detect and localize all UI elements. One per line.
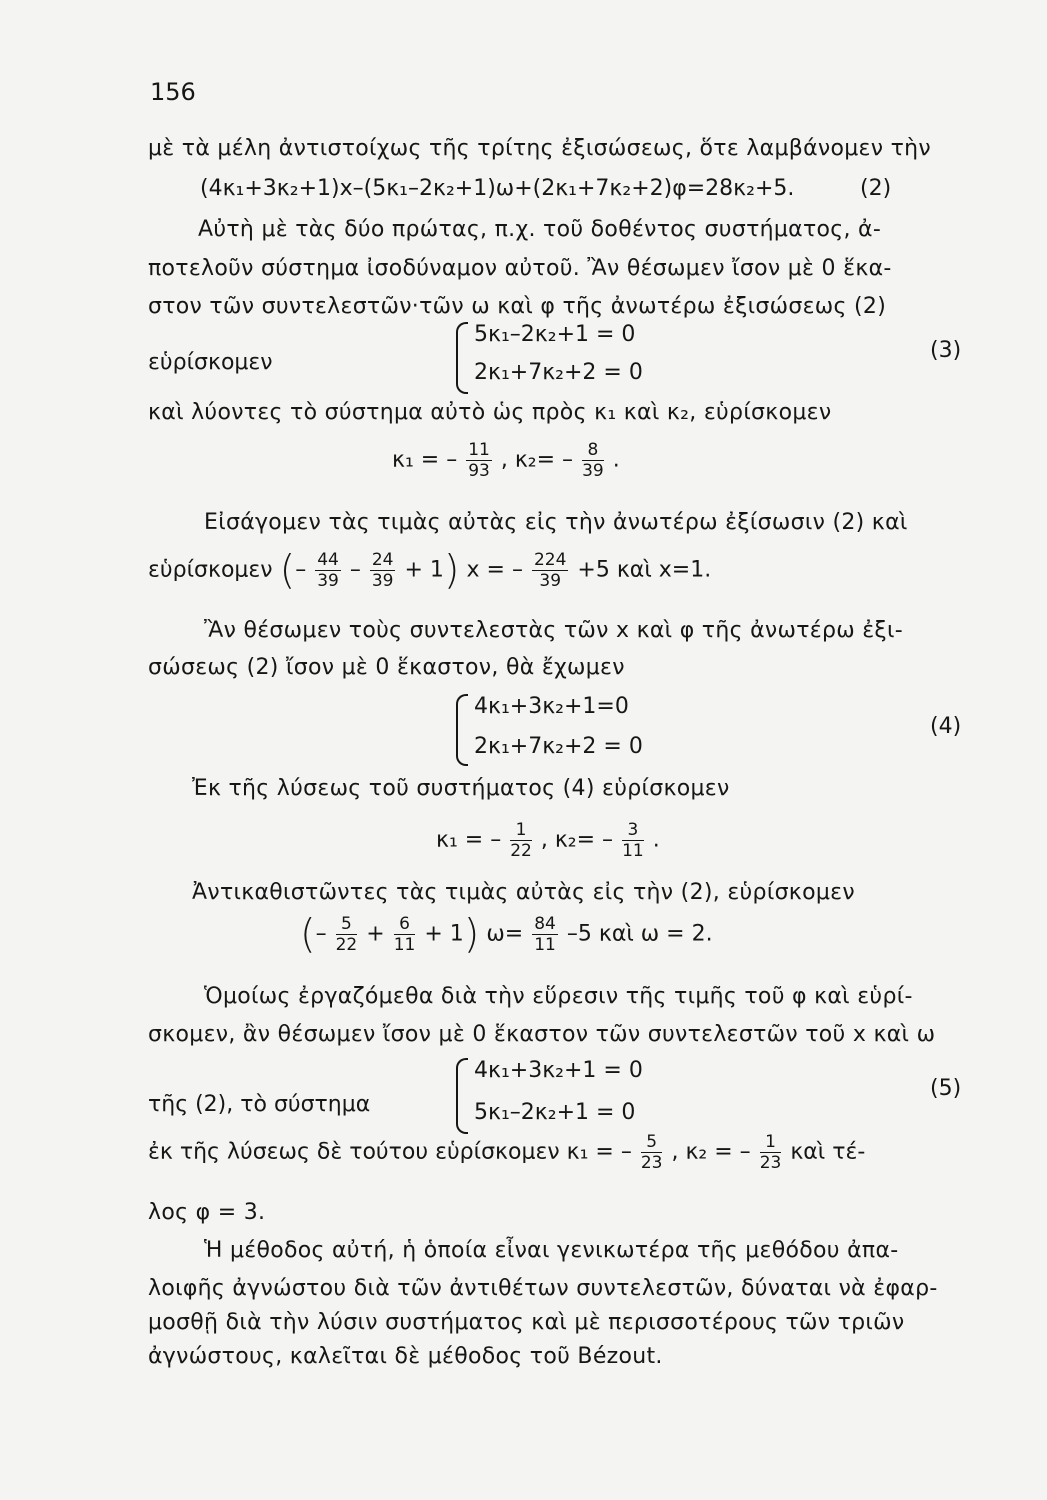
- solution-1-k2: , κ₂= –: [500, 447, 574, 473]
- equation-11-label: εὑρίσκομεν: [148, 557, 273, 583]
- fraction-denominator: 39: [317, 571, 339, 591]
- fraction-numerator: 24: [371, 550, 394, 570]
- text-line-29: ἀγνώστους, καλεῖται δὲ μέθοδος τοῦ Bézout.: [148, 1344, 663, 1369]
- fraction-numerator: 3: [622, 820, 644, 841]
- fraction-denominator: 22: [510, 841, 532, 861]
- fraction-denominator: 11: [622, 841, 644, 861]
- system-3-label: εὑρίσκομεν: [148, 350, 273, 375]
- text-line-1: μὲ τὰ μέλη ἀντιστοίχως τῆς τρίτης ἐξισώσεως, ὅτε λαμβάνομεν τὴν: [148, 136, 931, 161]
- equation-11-fraction-b: [370, 550, 396, 591]
- solution-2-k2: , κ₂= –: [540, 827, 614, 853]
- equation-11-end: +5 καὶ x=1.: [577, 557, 712, 583]
- text-line-18: Ἀντικαθιστῶντες τὰς τιμὰς αὐτὰς εἰς τὴν (2), εὑρίσκομεν: [192, 880, 855, 905]
- system-4-eq1: 4κ₁+3κ₂+1=0: [474, 694, 629, 719]
- text-line-26: Ἡ μέθοδος αὐτή, ἡ ὁποία εἶναι γενικωτέρα τῆς μεθόδου ἀπα-: [204, 1238, 899, 1263]
- text-line-27: λοιφῆς ἀγνώστου διὰ τῶν ἀντιθέτων συντελεστῶν, δύναται νὰ ἐφαρ-: [148, 1276, 938, 1301]
- fraction-denominator: 39: [582, 461, 604, 481]
- text-line-20: Ὁμοίως ἐργαζόμεθα διὰ τὴν εὕρεσιν τῆς τιμῆς τοῦ φ καὶ εὑρί-: [204, 984, 913, 1009]
- fraction-numerator: 224: [533, 550, 567, 570]
- equation-number-2: (2): [860, 176, 892, 201]
- solution-2: [436, 820, 660, 861]
- solution-2-k1: κ₁ = –: [436, 827, 502, 853]
- text-line-12: Ἂν θέσωμεν τοὺς συντελεστὰς τῶν x καὶ φ τῆς ἀνωτέρω ἐξι-: [204, 618, 903, 643]
- equation-line-19: (– $\frac{5}{22}$ + $\frac{6}{11}$ + 1) ω= $\frac{84}{11}$ –5 καὶ ω = 2.: [300, 911, 713, 958]
- fraction-denominator: 23: [759, 1153, 782, 1173]
- equation-11-fraction-a: [315, 550, 341, 591]
- text-line-24-c: καὶ τέ-: [790, 1139, 866, 1165]
- system-3-eq2: 2κ₁+7κ₂+2 = 0: [474, 360, 643, 385]
- system-5-eq2: 5κ₁–2κ₂+1 = 0: [474, 1100, 636, 1125]
- equation-2: (4κ₁+3κ₂+1)x–(5κ₁–2κ₂+1)ω+(2κ₁+7κ₂+2)φ=28κ₂+5.: [200, 176, 795, 201]
- text-line-5: στον τῶν συντελεστῶν·τῶν ω καὶ φ τῆς ἀνωτέρω ἐξισώσεως (2): [148, 294, 887, 319]
- paren-open: (: [300, 911, 316, 958]
- paren-close: ): [443, 547, 460, 594]
- fraction-numerator: 8: [582, 440, 604, 461]
- fraction-numerator: 1: [510, 820, 532, 841]
- system-3-eq1: 5κ₁–2κ₂+1 = 0: [474, 322, 636, 347]
- equation-19-end: –5 καὶ ω = 2.: [566, 921, 713, 947]
- fraction-denominator: 11: [534, 935, 556, 955]
- solution-1-end: .: [612, 447, 620, 473]
- fraction-numerator: 11: [468, 440, 490, 460]
- fraction-numerator: 1: [760, 1132, 782, 1153]
- paren-open: (: [279, 547, 296, 594]
- text-line-24-k2-fraction: [760, 1132, 782, 1173]
- system-3-brace: [456, 322, 468, 394]
- solution-2-k2-fraction: [622, 820, 644, 861]
- fraction-numerator: 44: [317, 550, 339, 570]
- paren-close: ): [463, 911, 480, 958]
- fraction-numerator: 5: [641, 1132, 663, 1153]
- solution-1: [392, 440, 620, 481]
- equation-19-mid: + 1: [424, 921, 464, 947]
- system-5-brace: [456, 1058, 468, 1134]
- fraction-denominator: 39: [371, 571, 394, 591]
- equation-19-fraction-b: [394, 914, 416, 955]
- system-5-label: τῆς (2), τὸ σύστημα: [148, 1092, 371, 1117]
- text-line-13: σώσεως (2) ἴσον μὲ 0 ἕκαστον, θὰ ἔχωμεν: [148, 655, 625, 680]
- solution-1-k1-fraction: [466, 440, 492, 481]
- text-line-4: ποτελοῦν σύστημα ἰσοδύναμον αὐτοῦ. Ἂν θέσωμεν ἴσον μὲ 0 ἕκα-: [148, 256, 892, 281]
- page-number: 156: [150, 78, 196, 106]
- text-line-10: Εἰσάγομεν τὰς τιμὰς αὐτὰς εἰς τὴν ἀνωτέρω ἐξίσωσιν (2) καὶ: [204, 510, 908, 535]
- equation-number-4: (4): [930, 714, 962, 739]
- fraction-numerator: 5: [336, 914, 358, 935]
- equation-11-fraction-c: [532, 550, 568, 591]
- solution-1-k2-fraction: [582, 440, 604, 481]
- text-line-8: καὶ λύοντες τὸ σύστημα αὐτὸ ὡς πρὸς κ₁ καὶ κ₂, εὑρίσκομεν: [148, 400, 832, 425]
- solution-2-end: .: [652, 827, 660, 853]
- text-line-3: Αὐτὴ μὲ τὰς δύο πρώτας, π.χ. τοῦ δοθέντος συστήματος, ἀ-: [198, 217, 882, 242]
- equation-11-mid: + 1: [404, 557, 444, 583]
- fraction-denominator: 93: [468, 461, 490, 481]
- system-4-eq2: 2κ₁+7κ₂+2 = 0: [474, 734, 643, 759]
- text-line-24-a: ἐκ τῆς λύσεως δὲ τούτου εὑρίσκομεν κ₁ = –: [148, 1139, 632, 1165]
- system-5-eq1: 4κ₁+3κ₂+1 = 0: [474, 1058, 643, 1083]
- fraction-numerator: 6: [394, 914, 416, 935]
- fraction-denominator: 39: [539, 571, 562, 591]
- fraction-denominator: 22: [335, 935, 358, 955]
- solution-2-k1-fraction: [510, 820, 532, 861]
- text-line-24-b: , κ₂ = –: [671, 1139, 751, 1165]
- equation-number-5: (5): [930, 1076, 962, 1101]
- fraction-numerator: 84: [534, 914, 556, 934]
- fraction-denominator: 11: [393, 935, 416, 955]
- text-line-24: [148, 1132, 865, 1173]
- equation-19-w: ω=: [486, 921, 524, 947]
- solution-1-k1: κ₁ = –: [392, 447, 458, 473]
- text-line-25: λος φ = 3.: [148, 1200, 266, 1225]
- text-line-24-k1-fraction: [641, 1132, 663, 1173]
- equation-number-3: (3): [930, 338, 962, 363]
- equation-19-fraction-c: [532, 914, 558, 955]
- text-line-28: μοσθῇ διὰ τὴν λύσιν συστήματος καὶ μὲ περισσοτέρους τῶν τριῶν: [148, 1310, 905, 1335]
- text-line-16: Ἐκ τῆς λύσεως τοῦ συστήματος (4) εὑρίσκομεν: [192, 776, 730, 801]
- equation-11-x: x = –: [466, 557, 523, 583]
- text-line-21: σκομεν, ἂν θέσωμεν ἴσον μὲ 0 ἕκαστον τῶν συντελεστῶν τοῦ x καὶ ω: [148, 1022, 936, 1047]
- fraction-denominator: 23: [640, 1153, 663, 1173]
- system-4-brace: [456, 694, 468, 766]
- equation-19-fraction-a: [336, 914, 358, 955]
- equation-line-11: εὑρίσκομεν (– $\frac{44}{39}$ – $\frac{24}{39}$ + 1) x = – $\frac{224}{39}$ +5 καὶ x=1.: [148, 547, 712, 594]
